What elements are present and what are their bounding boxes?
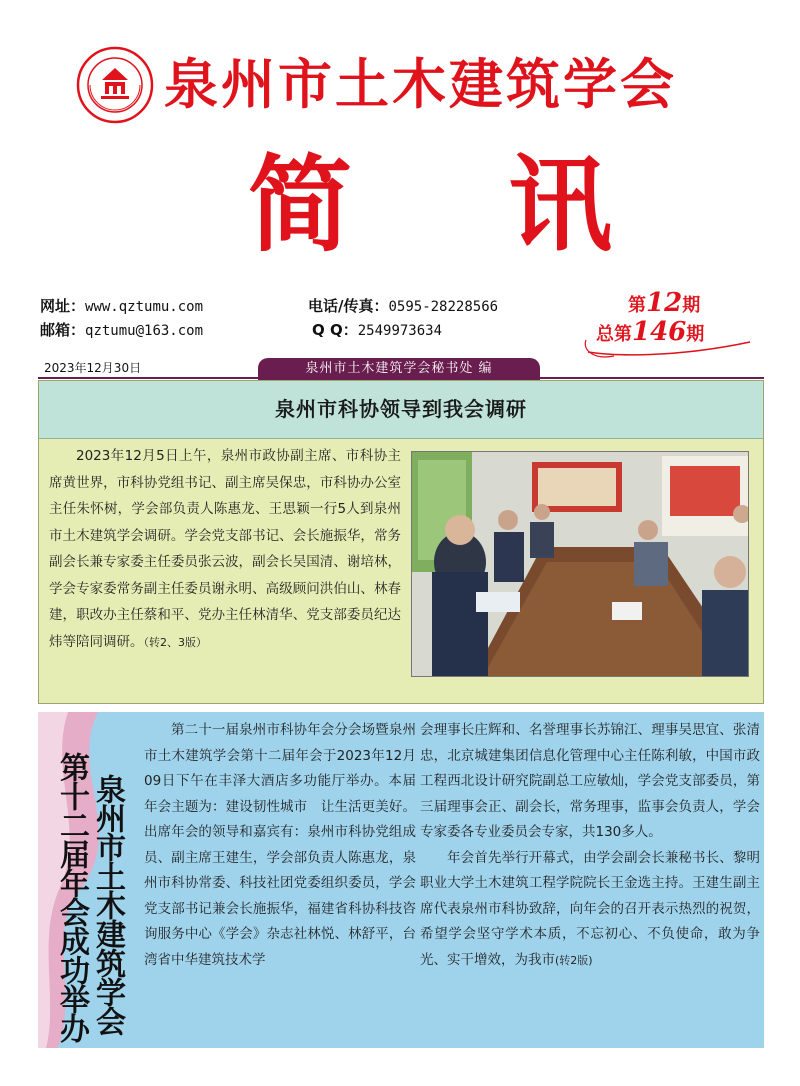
article2-paragraph-1-cont: 会理事长庄辉和、名誉理事长苏锦江、理事吴思宜、张清忠，北京城建集团信息化管理中心主任陈利敏，中国市政工程西北设计研究院副总工应敏灿，学会党支部委员，第三届理事会正、副会长，常务理事，监事会负责人，学会专家委各专业委员会专家，共130多人。	[420, 722, 760, 840]
article1-text: 2023年12月5日上午，泉州市政协副主席、市科协主席黄世界，市科协党组书记、副主席吴保忠，市科协办公室主任朱怀树，学会部负责人陈惠龙、王思颖一行5人到泉州市土木建筑学会调研。学会党支部书记、会长施振华，常务副会长兼专家委主任委员张云波，副会长吴国清、谢培林，学会专家委常务副主任委员谢永明、高级顾问洪伯山、林春建，职改办主任蔡和平、党办主任林清华、党支部委员纪达炜等陪同调研。	[49, 448, 401, 650]
organization-name: 泉州市土木建筑学会	[164, 52, 677, 116]
editor-banner: 泉州市土木建筑学会秘书处 编	[258, 358, 540, 380]
issue-number-line	[628, 290, 700, 319]
issue-prefix: 第	[628, 295, 646, 316]
article2-title-line2: 第十二届年会成功举办	[54, 752, 89, 1042]
qq-line	[312, 320, 442, 341]
article2-paragraph-2-text: 年会首先举行开幕式，由学会副会长兼秘书长、黎明职业大学土木建筑工程学院院长王金选主持。王建生副主席代表泉州市科协致辞，向年会的召开表示热烈的祝贺，希望学会坚守学术本质，不忘初心、不负使命，敢为争光、实干增效，为我市	[420, 849, 760, 968]
article2-paragraph-2	[420, 846, 760, 974]
article2-continuation-note: (转2版)	[555, 953, 593, 967]
article1-header	[39, 381, 763, 439]
article1-title: 泉州市科协领导到我会调研	[275, 397, 527, 421]
meeting-room-image	[412, 452, 749, 677]
total-suffix: 期	[686, 324, 705, 345]
article1-body	[49, 443, 401, 656]
phone-line	[308, 296, 498, 317]
website-line	[40, 296, 203, 317]
qq-label: Q Q：	[312, 321, 358, 339]
email-label: 邮箱：	[40, 321, 86, 339]
email-line	[40, 320, 203, 341]
issue-badge	[584, 290, 754, 362]
publication-title: 简 讯	[248, 143, 673, 266]
header-divider	[38, 377, 764, 379]
article-research-visit	[38, 380, 764, 704]
society-logo	[76, 46, 154, 124]
total-number: 146	[632, 317, 687, 347]
article2-title-line1: 泉州市土木建筑学会	[90, 774, 125, 1035]
email-value: qztumu@163.com	[85, 323, 204, 339]
issue-number: 12	[646, 288, 683, 318]
phone-value: 0595-28228566	[388, 299, 499, 315]
total-prefix: 总第	[596, 324, 632, 345]
phone-label: 电话/传真：	[308, 297, 389, 315]
website-label: 网址：	[40, 297, 86, 315]
issue-suffix: 期	[682, 295, 701, 316]
article2-column-a	[144, 718, 416, 973]
article2-column-b	[420, 718, 760, 973]
publication-date: 2023年12月30日	[44, 361, 142, 375]
article-annual-meeting	[38, 712, 764, 1048]
article1-continuation-note: （转2、3版）	[143, 635, 207, 649]
article2-title-panel	[38, 712, 134, 1048]
website-value: www.qztumu.com	[85, 299, 204, 315]
meeting-photo	[411, 451, 749, 677]
article2-paragraph-1: 第二十一届泉州市科协年会分会场暨泉州市土木建筑学会第十二届年会于2023年12月09日下午在丰泽大酒店多功能厅举办。本届年会主题为：建设韧性城市 让生活更美好。出席年会的领导和嘉宾有：泉州市科协党组成员、副主席王建生，学会部负责人陈惠龙，泉州市科协常委、科技社团党委组织委员，学会党支部书记兼会长施振华，福建省科协科技咨询服务中心《学会》杂志社林悦、林舒平，台湾省中华建筑技术学	[144, 722, 416, 968]
qq-value: 2549973634	[357, 323, 443, 339]
total-issue-line	[596, 318, 704, 349]
